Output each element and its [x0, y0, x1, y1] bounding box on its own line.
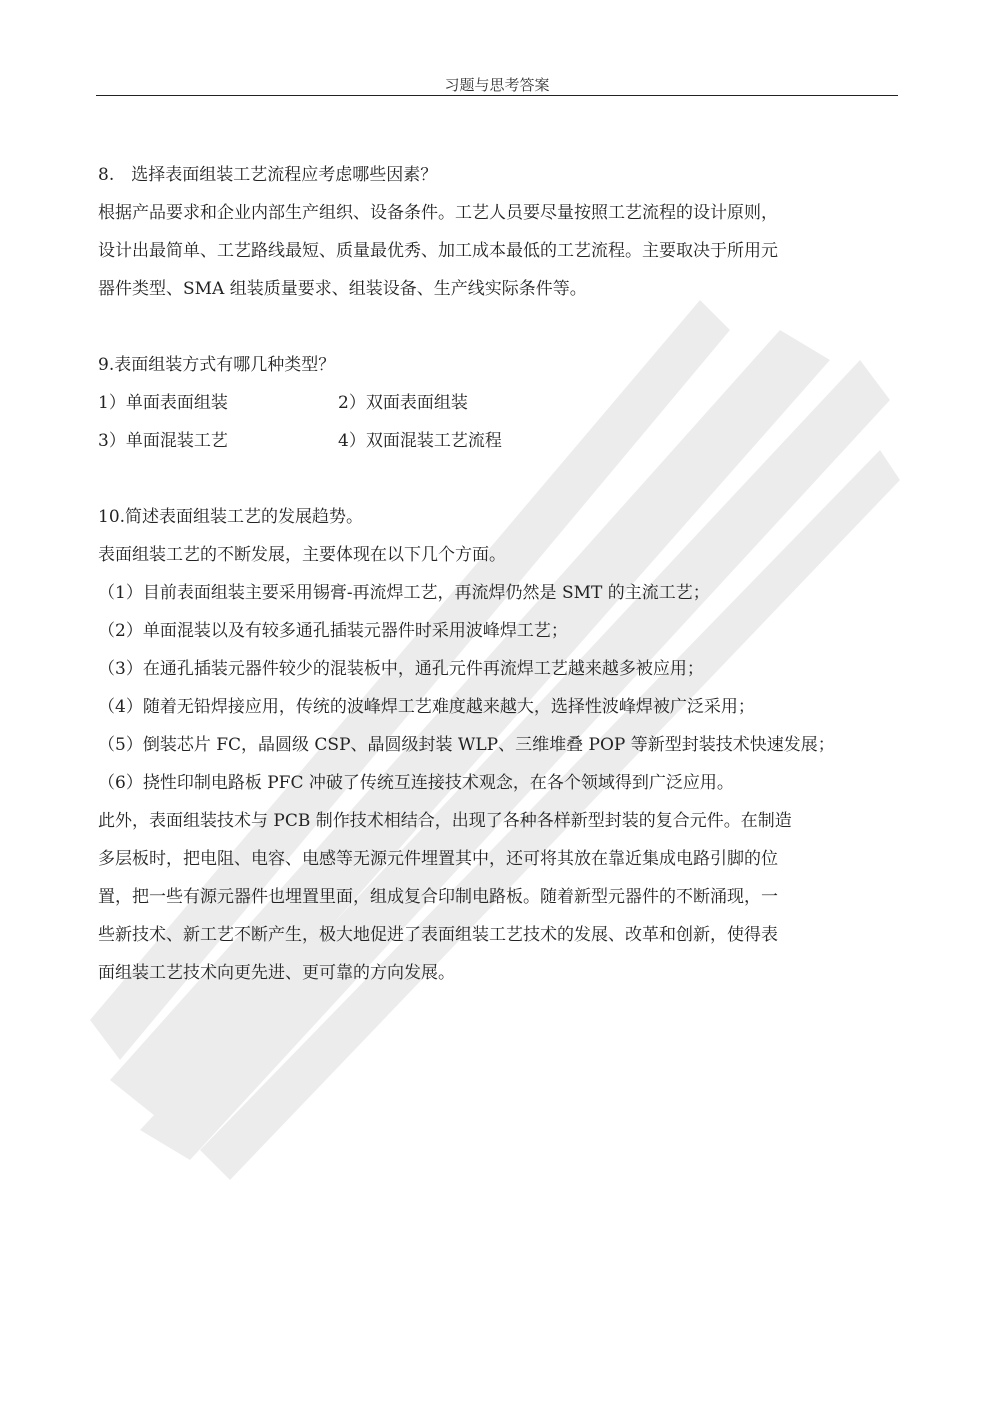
answer-10-conclusion-line-2: 多层板时，把电阻、电容、电感等无源元件埋置其中，还可将其放在靠近集成电路引脚的位 [98, 849, 778, 869]
answer-8-line-2: 设计出最简单、工艺路线最短、质量最优秀、加工成本最低的工艺流程。主要取决于所用元 [98, 241, 778, 261]
answer-8-line-1: 根据产品要求和企业内部生产组织、设备条件。工艺人员要尽量按照工艺流程的设计原则， [98, 203, 778, 223]
option-4: 4）双面混装工艺流程 [338, 431, 502, 451]
question-10 [98, 498, 898, 992]
option-1: 1）单面表面组装 [98, 393, 228, 413]
answer-10-item-3: （3）在通孔插装元器件较少的混装板中，通孔元件再流焊工艺越来越多被应用； [98, 659, 704, 679]
options-row-1 [98, 384, 898, 422]
answer-8-line-3: 器件类型、SMA 组装质量要求、组装设备、生产线实际条件等。 [98, 279, 587, 299]
answer-10-item-2: （2）单面混装以及有较多通孔插装元器件时采用波峰焊工艺； [98, 621, 568, 641]
answer-10-conclusion-line-3: 置，把一些有源元器件也埋置里面，组成复合印制电路板。随着新型元器件的不断涌现，一 [98, 887, 778, 907]
option-3: 3）单面混装工艺 [98, 431, 228, 451]
question-8-title: 8. 选择表面组装工艺流程应考虑哪些因素？ [98, 165, 438, 185]
answer-10-intro: 表面组装工艺的不断发展，主要体现在以下几个方面。 [98, 545, 506, 565]
spacer [98, 308, 898, 346]
answer-10-item-4: （4）随着无铅焊接应用，传统的波峰焊工艺难度越来越大，选择性波峰焊被广泛采用； [98, 697, 755, 717]
answer-10-item-6: （6）挠性印制电路板 PFC 冲破了传统互连接技术观念，在各个领域得到广泛应用。 [98, 773, 734, 793]
answer-10-conclusion-line-4: 些新技术、新工艺不断产生，极大地促进了表面组装工艺技术的发展、改革和创新，使得表 [98, 925, 778, 945]
question-9-title: 9.表面组装方式有哪几种类型？ [98, 355, 336, 375]
option-2: 2）双面表面组装 [338, 393, 468, 413]
answer-10-item-5: （5）倒装芯片 FC，晶圆级 CSP、晶圆级封装 WLP、三维堆叠 POP 等新型封装技术快速发展； [98, 735, 835, 755]
answer-10-item-1: （1）目前表面组装主要采用锡膏-再流焊工艺，再流焊仍然是 SMT 的主流工艺； [98, 583, 710, 603]
spacer [98, 460, 898, 498]
answer-10-conclusion-line-5: 面组装工艺技术向更先进、更可靠的方向发展。 [98, 963, 455, 983]
page-header-title: 习题与思考答案 [444, 76, 550, 94]
header-rule [96, 95, 898, 96]
options-row-2 [98, 422, 898, 460]
question-10-title: 10.简述表面组装工艺的发展趋势。 [98, 507, 364, 527]
document-body [98, 156, 898, 992]
question-9 [98, 346, 898, 460]
answer-10-conclusion-line-1: 此外，表面组装技术与 PCB 制作技术相结合，出现了各种各样新型封装的复合元件。在制造 [98, 811, 792, 831]
question-8 [98, 156, 898, 308]
